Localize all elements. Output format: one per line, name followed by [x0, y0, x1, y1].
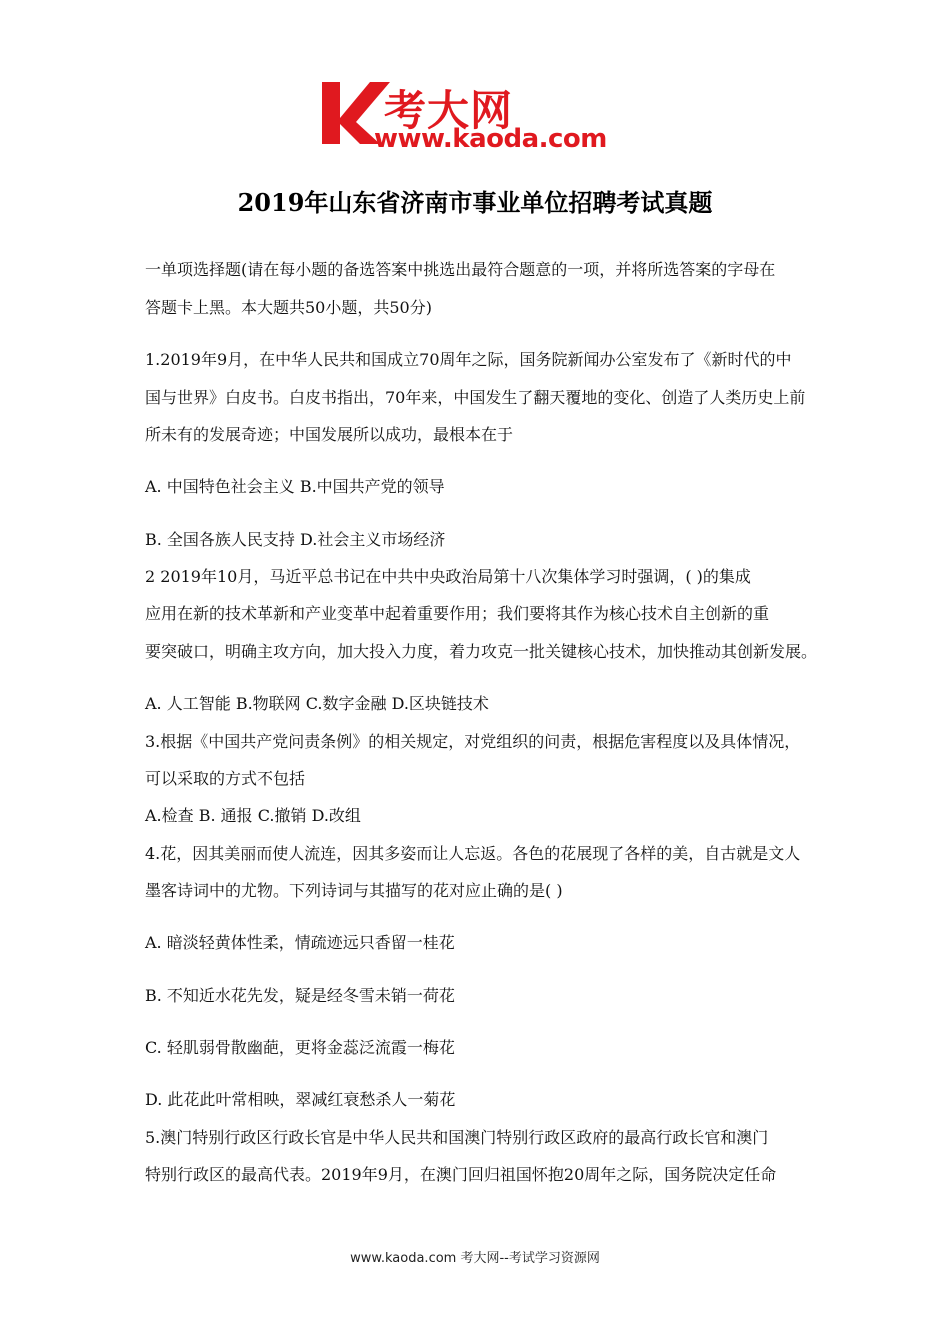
text-line: A. 暗淡轻黄体性柔，情疏迹远只香留一桂花 [145, 933, 455, 952]
text-line: B. 全国各族人民支持 D.社会主义市场经济 [145, 530, 446, 549]
text-line: A. 中国特色社会主义 B.中国共产党的领导 [145, 477, 445, 496]
logo-url: www.kaoda.com [374, 124, 607, 154]
text-line: 所未有的发展奇迹；中国发展所以成功，最根本在于 [145, 425, 514, 444]
text-line: 可以采取的方式不包括 [145, 769, 306, 788]
text-line: A. 人工智能 B.物联网 C.数字金融 D.区块链技术 [145, 694, 489, 713]
text-line: 2 2019年10月，马近平总书记在中共中央政治局第十八次集体学习时强调，( )的集成 [145, 567, 751, 586]
kaoda-logo [318, 78, 638, 158]
logo-brand-name: 考大网 [384, 86, 514, 135]
text-line: 墨客诗词中的尤物。下列诗词与其描写的花对应止确的是( ) [145, 881, 563, 900]
text-line: A.检查 B. 通报 C.撤销 D.改组 [145, 806, 361, 825]
text-line: 5.澳门特别行政区行政长官是中华人民共和国澳门特别行政区政府的最高行政长官和澳门 [145, 1128, 769, 1147]
page-footer: www.kaoda.com 考大网--考试学习资源网 [350, 1251, 600, 1266]
text-line: 一单项选择题(请在每小题的备选答案中挑选出最符合题意的一项，并将所选答案的字母在 [145, 260, 776, 279]
text-line: B. 不知近水花先发，疑是经冬雪未销一荷花 [145, 986, 455, 1005]
text-line: 答题卡上黑。本大题共50小题，共50分) [145, 298, 432, 317]
page-title: 2019年山东省济南市事业单位招聘考试真题 [237, 188, 713, 217]
text-line: 应用在新的技术革新和产业变革中起着重要作用；我们要将其作为核心技术自主创新的重 [145, 604, 770, 623]
text-line: C. 轻肌弱骨散幽葩，更将金蕊泛流霞一梅花 [145, 1038, 455, 1057]
text-line: 特别行政区的最高代表。2019年9月，在澳门回归祖国怀抱20周年之际，国务院决定任命 [145, 1165, 777, 1184]
text-line: 要突破口，明确主攻方向，加大投入力度，着力攻克一批关键核心技术，加快推动其创新发展。 [145, 642, 818, 661]
text-line: 3.根据《中国共产党问责条例》的相关规定，对党组织的问责，根据危害程度以及具体情况， [145, 732, 801, 751]
text-line: 国与世界》白皮书。白皮书指出，70年来，中国发生了翻天覆地的变化、创造了人类历史上前 [145, 388, 806, 407]
text-line: 1.2019年9月，在中华人民共和国成立70周年之际，国务院新闻办公室发布了《新时代的中 [145, 350, 792, 369]
text-line: D. 此花此叶常相映，翠减红衰愁杀人一菊花 [145, 1090, 456, 1109]
text-line: 4.花，因其美丽而使人流连，因其多姿而让人忘返。各色的花展现了各样的美，自古就是文人 [145, 844, 801, 863]
